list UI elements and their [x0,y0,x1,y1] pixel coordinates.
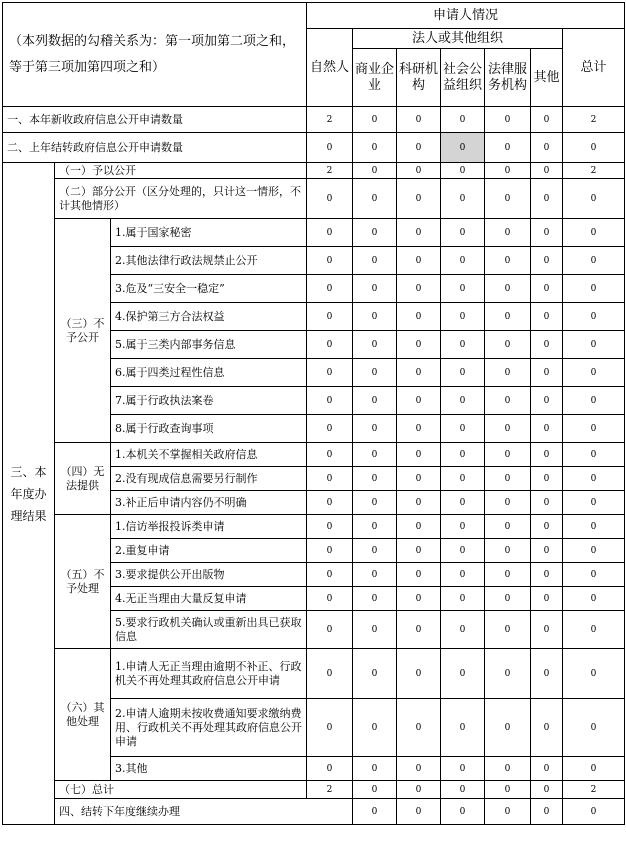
cell-value: 0 [353,107,397,133]
cell-value: 0 [531,359,563,387]
cell-value: 0 [353,649,397,699]
table-row [3,443,625,467]
row-label: 6.属于四类过程性信息 [111,359,307,387]
cell-value: 0 [397,443,441,467]
cell-value: 0 [397,133,441,163]
cell-value: 0 [397,563,441,587]
cell-value: 2 [563,163,625,179]
table-row [3,781,625,799]
cell-value: 0 [441,359,485,387]
row-label: 1.申请人无正当理由逾期不补正、行政机关不再处理其政府信息公开申请 [111,649,307,699]
cell-value: 0 [353,303,397,331]
header-social: 社会公益组织 [441,49,485,107]
cell-value: 0 [353,179,397,219]
cell-value: 0 [307,443,353,467]
cell-value: 0 [485,133,531,163]
cell-value: 0 [531,331,563,359]
cell-value: 0 [441,443,485,467]
cell-value: 0 [531,247,563,275]
table-row [3,219,625,247]
cell-value: 0 [485,539,531,563]
cell-value: 0 [485,781,531,799]
cell-value: 0 [563,443,625,467]
cell-value: 0 [397,611,441,649]
row-label: 3.补正后申请内容仍不明确 [111,491,307,515]
row-label: 4.保护第三方合法权益 [111,303,307,331]
cell-value: 0 [441,163,485,179]
cell-value: 0 [353,467,397,491]
row-label: 3.危及“三安全一稳定” [111,275,307,303]
table-row [3,649,625,699]
cell-value: 0 [485,757,531,781]
cell-value: 0 [353,331,397,359]
cell-value: 0 [531,415,563,443]
cell-value: 0 [307,247,353,275]
row-label: 1.属于国家秘密 [111,219,307,247]
cell-value: 0 [485,587,531,611]
cell-value: 0 [485,563,531,587]
row-label: （一）予以公开 [55,163,307,179]
cell-value: 0 [353,491,397,515]
cell-value: 0 [563,179,625,219]
cell-value: 0 [397,539,441,563]
cell-value: 2 [563,107,625,133]
cell-value: 0 [485,331,531,359]
cell-value: 0 [307,491,353,515]
cell-value: 0 [353,757,397,781]
table-row [3,799,625,825]
cell-value: 0 [441,699,485,757]
cell-value: 0 [307,179,353,219]
cell-value: 0 [441,303,485,331]
cell-value: 0 [531,611,563,649]
cell-value: 0 [397,491,441,515]
cell-value: 0 [397,179,441,219]
cell-value: 0 [563,467,625,491]
cell-value: 0 [563,387,625,415]
row-label: 4.无正当理由大量反复申请 [111,587,307,611]
cell-value: 0 [397,415,441,443]
header-org-group: 法人或其他组织 [353,29,563,49]
row-label: 3.其他 [111,757,307,781]
cell-value: 0 [531,515,563,539]
cell-value: 0 [353,359,397,387]
row-label: 一、本年新收政府信息公开申请数量 [3,107,307,133]
cell-value: 0 [531,163,563,179]
cell-value: 0 [485,275,531,303]
cell-value: 0 [353,247,397,275]
header-research: 科研机构 [397,49,441,107]
cell-value: 0 [441,331,485,359]
row-label: 二、上年结转政府信息公开申请数量 [3,133,307,163]
cell-value: 0 [563,331,625,359]
cell-value: 0 [307,563,353,587]
cell-value: 0 [397,359,441,387]
cell-value: 0 [485,515,531,539]
cell-value: 0 [563,587,625,611]
cell-value: 0 [353,587,397,611]
cell-value: 0 [531,799,563,825]
cell-value: 0 [485,247,531,275]
cell-value: 0 [563,247,625,275]
table-row [3,179,625,219]
cell-value: 0 [441,415,485,443]
cell-value: 0 [531,467,563,491]
header-note: （本列数据的勾稽关系为：第一项加第二项之和，等于第三项加第四项之和） [3,3,307,107]
cell-value: 0 [353,539,397,563]
table-row [3,163,625,179]
cell-value: 0 [531,649,563,699]
cell-value: 0 [353,415,397,443]
cell-value: 0 [441,219,485,247]
cell-value: 0 [353,699,397,757]
cell-value: 0 [485,649,531,699]
cell-value: 0 [485,359,531,387]
section-3-label: 三、本年度办理结果 [3,163,55,825]
cell-value: 0 [397,515,441,539]
row-label: 3.要求提供公开出版物 [111,563,307,587]
cell-value: 0 [307,359,353,387]
cell-value: 0 [485,107,531,133]
cell-value: 0 [307,515,353,539]
cell-value: 0 [531,781,563,799]
cell-value: 0 [353,133,397,163]
cell-value: 0 [353,275,397,303]
cell-value: 0 [563,275,625,303]
cell-value: 0 [307,275,353,303]
row-label: 5.要求行政机关确认或重新出具已获取信息 [111,611,307,649]
cell-value: 0 [563,133,625,163]
cell-value: 0 [441,539,485,563]
cell-value: 0 [563,303,625,331]
cell-value: 0 [531,587,563,611]
cell-value: 0 [441,649,485,699]
cell-value: 0 [441,781,485,799]
cell-value: 0 [441,611,485,649]
cell-value: 0 [531,699,563,757]
group-label: （五）不予处理 [55,515,111,649]
table-row [3,107,625,133]
cell-value: 0 [307,133,353,163]
cell-value: 0 [441,799,485,825]
cell-value: 0 [485,387,531,415]
row-label: 1.信访举报投诉类申请 [111,515,307,539]
cell-value: 0 [397,467,441,491]
cell-value: 0 [441,387,485,415]
cell-value: 0 [353,443,397,467]
cell-value: 0 [441,467,485,491]
cell-value: 0 [485,443,531,467]
row-label: 四、结转下年度继续办理 [55,799,353,825]
cell-value: 0 [397,331,441,359]
cell-value: 0 [397,649,441,699]
group-label: （三）不予公开 [55,219,111,443]
cell-value: 0 [307,387,353,415]
cell-value: 0 [563,359,625,387]
cell-value: 0 [441,491,485,515]
cell-value: 0 [563,415,625,443]
disclosure-table [2,2,625,825]
cell-value: 0 [441,563,485,587]
cell-value: 0 [441,179,485,219]
cell-value: 0 [307,611,353,649]
cell-value: 0 [485,491,531,515]
cell-value: 0 [485,163,531,179]
cell-value: 0 [531,491,563,515]
cell-value: 0 [397,781,441,799]
cell-value: 0 [353,163,397,179]
group-label: （六）其他处理 [55,649,111,781]
cell-value: 0 [307,539,353,563]
cell-value: 0 [563,611,625,649]
cell-value: 0 [531,443,563,467]
row-label: 8.属于行政查询事项 [111,415,307,443]
cell-value: 0 [397,275,441,303]
cell-value: 0 [531,539,563,563]
cell-value: 0 [563,799,625,825]
cell-value: 0 [531,107,563,133]
cell-value: 0 [563,491,625,515]
cell-value: 0 [531,387,563,415]
cell-value: 0 [307,331,353,359]
cell-value: 0 [441,107,485,133]
cell-value: 0 [485,467,531,491]
cell-value: 0 [397,303,441,331]
header-other: 其他 [531,49,563,107]
row-label: （七）总计 [55,781,307,799]
row-label: 1.本机关不掌握相关政府信息 [111,443,307,467]
cell-value: 0 [307,649,353,699]
cell-value: 0 [441,275,485,303]
cell-value: 0 [441,757,485,781]
cell-value: 0 [397,219,441,247]
cell-value-highlighted: 0 [441,133,485,163]
cell-value: 0 [307,699,353,757]
row-label: 2.重复申请 [111,539,307,563]
cell-value: 0 [485,611,531,649]
cell-value: 0 [531,563,563,587]
cell-value: 0 [397,699,441,757]
cell-value: 2 [307,163,353,179]
cell-value: 0 [353,799,397,825]
cell-value: 0 [485,699,531,757]
header-total: 总计 [563,29,625,107]
cell-value: 2 [307,781,353,799]
cell-value: 0 [441,515,485,539]
cell-value: 0 [353,611,397,649]
cell-value: 0 [353,219,397,247]
cell-value: 0 [563,539,625,563]
cell-value: 0 [531,179,563,219]
cell-value: 0 [485,179,531,219]
header-legal: 法律服务机构 [485,49,531,107]
cell-value: 0 [353,781,397,799]
table-row [3,515,625,539]
cell-value: 0 [531,303,563,331]
cell-value: 0 [485,303,531,331]
cell-value: 0 [307,757,353,781]
cell-value: 0 [563,649,625,699]
cell-value: 0 [397,757,441,781]
table-row [3,133,625,163]
cell-value: 0 [353,515,397,539]
cell-value: 0 [397,163,441,179]
cell-value: 0 [397,387,441,415]
header-applicant: 申请人情况 [307,3,625,29]
cell-value: 0 [307,303,353,331]
cell-value: 2 [307,107,353,133]
cell-value: 0 [307,415,353,443]
cell-value: 0 [485,799,531,825]
cell-value: 0 [307,219,353,247]
cell-value: 0 [563,563,625,587]
row-label: 2.申请人逾期未按收费通知要求缴纳费用、行政机关不再处理其政府信息公开申请 [111,699,307,757]
row-label: 7.属于行政执法案卷 [111,387,307,415]
cell-value: 0 [531,133,563,163]
cell-value: 0 [397,107,441,133]
cell-value: 0 [441,247,485,275]
cell-value: 2 [563,781,625,799]
cell-value: 0 [563,219,625,247]
cell-value: 0 [563,757,625,781]
cell-value: 0 [441,587,485,611]
row-label: 2.没有现成信息需要另行制作 [111,467,307,491]
header-commercial: 商业企业 [353,49,397,107]
header-natural: 自然人 [307,29,353,107]
cell-value: 0 [563,515,625,539]
group-label: （四）无法提供 [55,443,111,515]
cell-value: 0 [485,219,531,247]
cell-value: 0 [307,587,353,611]
cell-value: 0 [563,699,625,757]
cell-value: 0 [531,757,563,781]
cell-value: 0 [307,467,353,491]
cell-value: 0 [397,799,441,825]
cell-value: 0 [531,275,563,303]
cell-value: 0 [397,247,441,275]
row-label: 5.属于三类内部事务信息 [111,331,307,359]
row-label: （二）部分公开（区分处理的，只计这一情形，不计其他情形） [55,179,307,219]
cell-value: 0 [397,587,441,611]
cell-value: 0 [485,415,531,443]
row-label: 2.其他法律行政法规禁止公开 [111,247,307,275]
cell-value: 0 [353,563,397,587]
cell-value: 0 [531,219,563,247]
cell-value: 0 [353,387,397,415]
